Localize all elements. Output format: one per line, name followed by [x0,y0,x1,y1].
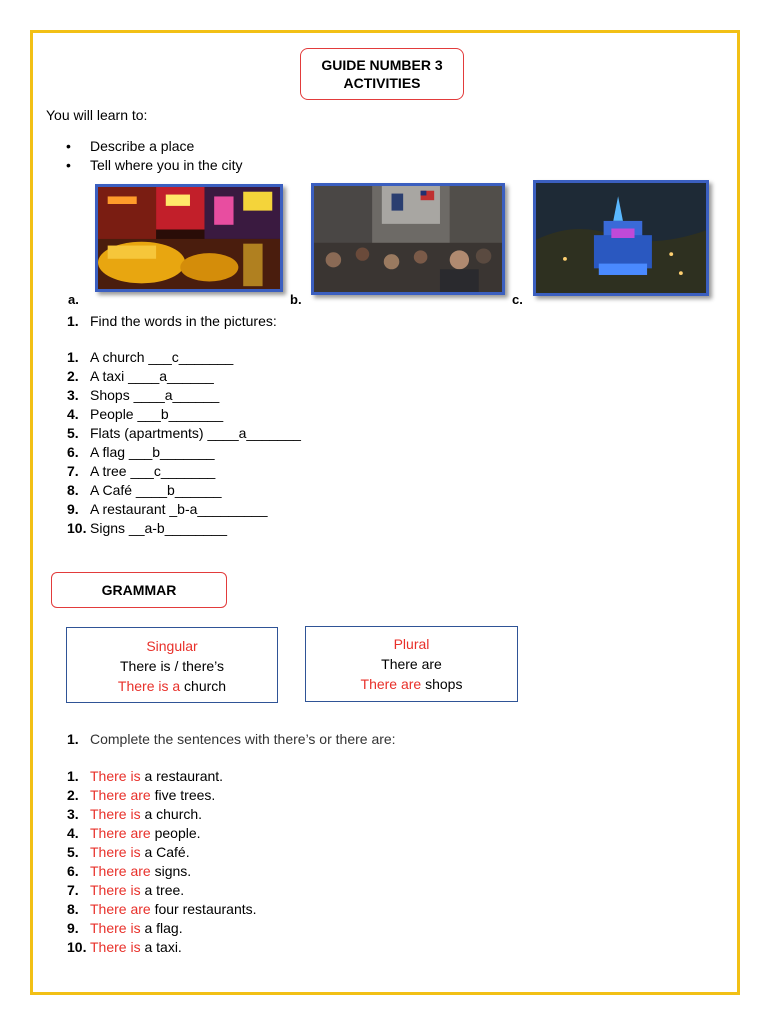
exercise1-instruction: Find the words in the pictures: [90,313,277,329]
list-item: 3. Shops ____a______ [67,387,220,403]
plural-form: There are [381,656,442,672]
list-item [66,137,243,156]
list-item: 5. There is a Café. [67,844,190,860]
goal-text: Tell where you in the city [90,157,243,173]
list-item: 10. Signs __a-b________ [67,520,228,536]
list-item: 9. There is a flag. [67,920,183,936]
plural-example: There are shops [360,676,463,692]
exercise2-instruction: Complete the sentences with there’s or there are: [90,731,396,747]
list-item: 6. There are signs. [67,863,192,879]
exercise2-number: 1. [67,731,79,747]
times-square-taxi-photo [95,184,283,292]
exercise2-list [67,767,257,957]
list-item: 1. There is a restaurant. [67,768,224,784]
list-item: 2. A taxi ____a______ [67,368,214,384]
picture-label-c: c. [512,292,523,307]
crowded-street-photo [311,183,505,295]
grammar-heading: GRAMMAR [51,572,227,608]
singular-example: There is a church [117,678,227,694]
illuminated-church-photo [533,180,709,296]
guide-title-box [300,48,464,100]
list-item: 5. Flats (apartments) ____a_______ [67,425,301,441]
list-item: 6. A flag ___b_______ [67,444,215,460]
list-item: 1. A church ___c_______ [67,349,234,365]
picture-label-b: b. [290,292,302,307]
bullet-icon: • [66,157,71,173]
list-item: 4. People ___b_______ [67,406,224,422]
learning-goals-list [66,137,243,175]
plural-title: Plural [393,636,430,652]
exercise1-list [67,348,301,538]
list-item: 9. A restaurant _b-a_________ [67,501,268,517]
bullet-icon: • [66,138,71,154]
list-item: 7. A tree ___c_______ [67,463,216,479]
intro-lead: You will learn to: [46,107,148,123]
list-item [66,156,243,175]
plural-box [305,626,518,702]
list-item: 10. There is a taxi. [67,939,182,955]
list-item: 4. There are people. [67,825,201,841]
picture-label-a: a. [68,292,79,307]
exercise1-number: 1. [67,313,79,329]
singular-form: There is / there’s [119,658,224,674]
list-item: 2. There are five trees. [67,787,216,803]
list-item: 8. There are four restaurants. [67,901,257,917]
singular-title: Singular [146,638,198,654]
exercise1-heading [67,312,277,331]
exercise2-heading [67,730,396,749]
goal-text: Describe a place [90,138,195,154]
guide-title: GUIDE NUMBER 3 [321,57,443,73]
list-item: 3. There is a church. [67,806,203,822]
singular-box [66,627,278,703]
list-item: 8. A Café ____b______ [67,482,222,498]
guide-subtitle: ACTIVITIES [343,75,421,91]
list-item: 7. There is a tree. [67,882,185,898]
